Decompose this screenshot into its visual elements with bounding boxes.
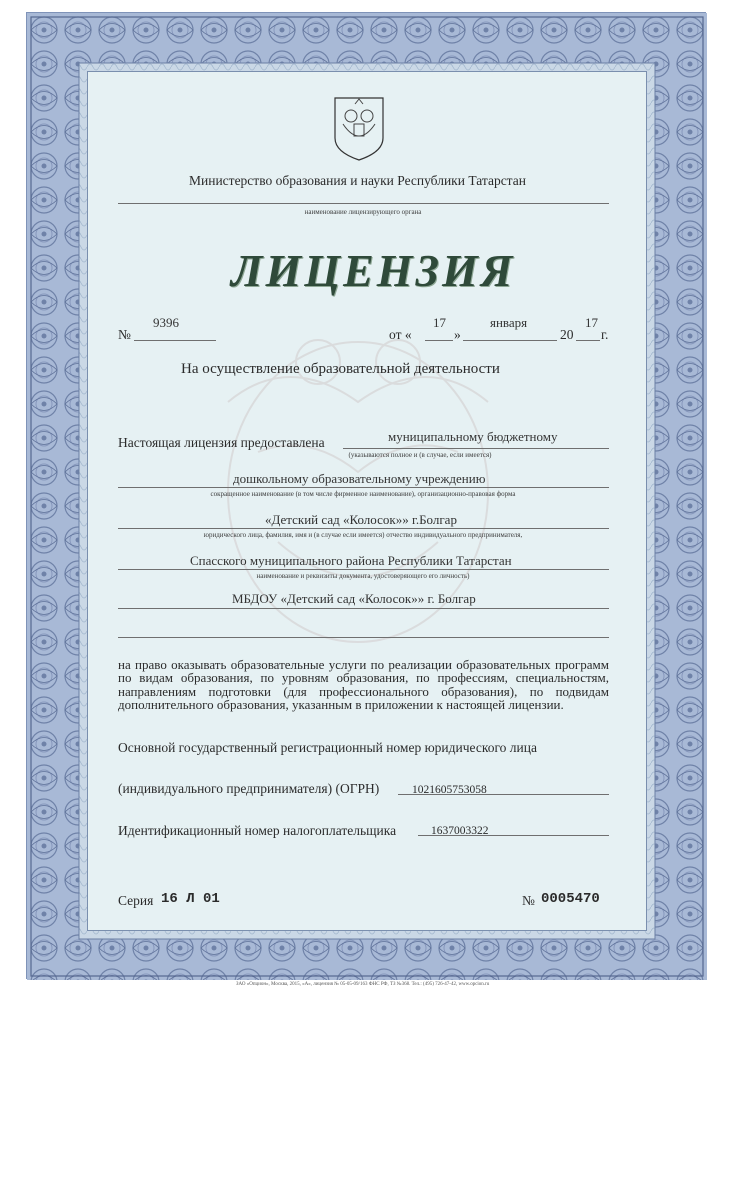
grantee-underline-5 bbox=[118, 608, 609, 609]
grantee-underline-6 bbox=[118, 637, 609, 638]
grantee-line-2: дошкольному образовательному учреждению bbox=[233, 471, 486, 486]
grantee-underline-2 bbox=[118, 487, 609, 488]
grantee-caption-2: сокращенное наименование (в том числе фирменное наименование), организационно-правовая форма bbox=[210, 490, 516, 498]
number-label: № bbox=[118, 327, 131, 342]
grantee-caption-3: юридического лица, фамилия, имя и (в случае если имеется) отчество индивидуального предпринимателя, bbox=[203, 531, 523, 539]
date-day: 17 bbox=[433, 315, 446, 330]
grantee-caption-1: (указываются полное и (в случае, если имеется) bbox=[348, 451, 492, 459]
year-suffix: г. bbox=[601, 327, 609, 342]
grantee-line-3: «Детский сад «Колосок»» г.Болгар bbox=[265, 512, 457, 527]
grantee-underline-4 bbox=[118, 569, 609, 570]
grantee-line-5: МБДОУ «Детский сад «Колосок»» г. Болгар bbox=[232, 591, 476, 606]
day-underline bbox=[425, 340, 453, 341]
ministry-caption: наименование лицензирующего органа bbox=[304, 208, 422, 216]
date-close-quote: » bbox=[454, 327, 461, 342]
grantee-line-1: муниципальному бюджетному bbox=[388, 429, 558, 444]
license-number: 9396 bbox=[153, 315, 179, 330]
ministry-name: Министерство образования и науки Республики Татарстан bbox=[189, 173, 526, 188]
divider bbox=[118, 203, 609, 204]
blank-number-label: № bbox=[522, 893, 535, 908]
year-prefix: 20 bbox=[560, 327, 574, 342]
grantee-underline-1 bbox=[343, 448, 609, 449]
grantee-underline-3 bbox=[118, 528, 609, 529]
number-underline bbox=[134, 340, 216, 341]
inn-label: Идентификационный номер налогоплательщика bbox=[118, 823, 397, 838]
grantee-caption-4: наименование и реквизиты документа, удостоверяющего его личность) bbox=[256, 572, 470, 580]
date-from-label: от « bbox=[389, 327, 412, 342]
certificate-field bbox=[87, 71, 647, 931]
ogrn-value: 1021605753058 bbox=[412, 784, 487, 796]
year-underline bbox=[576, 340, 600, 341]
ogrn-label-line-1: Основной государственный регистрационный номер юридического лица bbox=[118, 740, 537, 755]
blank-number-value: 0005470 bbox=[541, 891, 600, 907]
date-month: января bbox=[490, 315, 528, 330]
coat-of-arms-icon bbox=[331, 94, 387, 162]
grantee-label: Настоящая лицензия предоставлена bbox=[118, 435, 325, 450]
series-label: Серия bbox=[118, 893, 154, 908]
eagle-watermark-icon bbox=[88, 72, 646, 930]
date-year: 17 bbox=[585, 315, 598, 330]
rights-paragraph: на право оказывать образовательные услуги по реализации образовательных программ по видам образования, по уровням образования, по профессиям, специальностям, направлениям подготовки (для профессионального образования), по подвидам дополнительного образования, указанным в приложении к настоящей лицензии. bbox=[118, 657, 609, 713]
series-value: 16 Л 01 bbox=[161, 891, 220, 907]
license-purpose: На осуществление образовательной деятельности bbox=[181, 361, 500, 377]
ogrn-label-line-2: (индивидуального предпринимателя) (ОГРН) bbox=[118, 781, 380, 796]
month-underline bbox=[463, 340, 557, 341]
printer-imprint: ЗАО «Опцион», Москва, 2015, «А», лицензия № 05-05-09/163 ФНС РФ, ТЗ №368. Тел.: (495) 726-47-42, www.opcion.ru bbox=[236, 982, 490, 987]
inn-value: 1637003322 bbox=[431, 825, 489, 837]
grantee-line-4: Спасского муниципального района Республики Татарстан bbox=[190, 553, 512, 568]
license-title: ЛИЦЕНЗИЯ bbox=[231, 245, 516, 296]
